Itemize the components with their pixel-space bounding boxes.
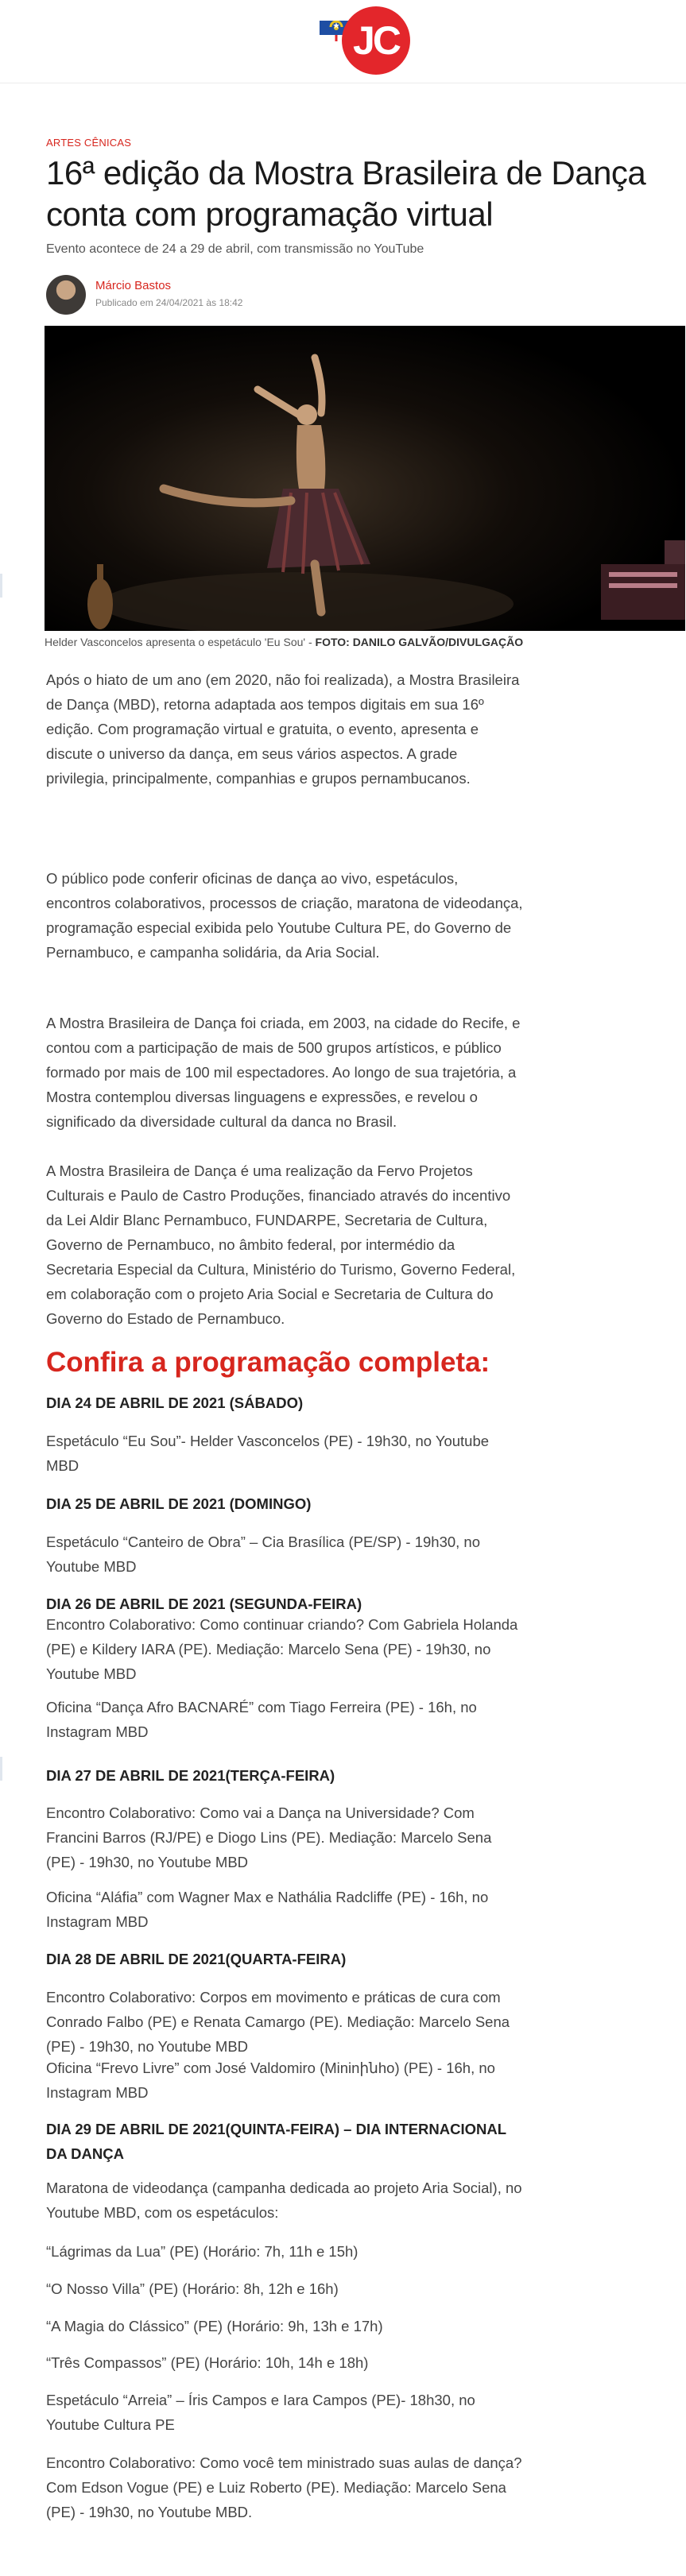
logo-mark: JC <box>342 6 410 75</box>
publish-date: Publicado em 24/04/2021 às 18:42 <box>95 297 243 308</box>
article-headline: 16ª edição da Mostra Brasileira de Dança conta com programação virtual <box>46 154 646 233</box>
program-heading: Confira a programação completa: <box>46 1347 490 1378</box>
day-heading: DIA 28 DE ABRIL DE 2021(QUARTA-FEIRA) <box>46 1951 347 1967</box>
scroll-marker <box>0 574 2 598</box>
paragraph: Após o hiato de um ano (em 2020, não foi realizada), a Mostra Brasileira de Dança (MBD), retorna adaptada aos tempos digitais em sua 16º edição. Com programação virtual e gratuita, o evento, apresenta e discute o universo da dança, em seus vários aspectos. A grade privilegia, principalmente, companhias e grupos pernambucanos. <box>46 671 520 787</box>
day-heading: DIA 29 DE ABRIL DE 2021(QUINTA-FEIRA) – DIA INTERNACIONAL DA DANÇA <box>46 2121 506 2162</box>
jc-logo[interactable] <box>318 3 415 79</box>
schedule-item: Encontro Colaborativo: Como você tem ministrado suas aulas de dança? Com Edson Vogue (PE) e Luiz Roberto (PE). Mediação: Marcelo Sena (PE) - 19h30, no Youtube MBD. <box>46 2454 522 2520</box>
day-heading: DIA 24 DE ABRIL DE 2021 (SÁBADO) <box>46 1394 304 1411</box>
article-photo <box>45 326 685 631</box>
schedule-item: Encontro Colaborativo: Corpos em movimento e práticas de cura com Conrado Falbo (PE) e Renata Camargo (PE). Mediação: Marcelo Sena (PE) - 19h30, no Youtube MBD <box>46 1989 510 2055</box>
photo-credit: FOTO: DANILO GALVÃO/DIVULGAÇÃO <box>315 636 524 648</box>
schedule-item: “O Nosso Villa” (PE) (Horário: 8h, 12h e 16h) <box>46 2280 339 2297</box>
schedule-item: “Três Compassos” (PE) (Horário: 10h, 14h e 18h) <box>46 2354 369 2371</box>
day-heading: DIA 27 DE ABRIL DE 2021(TERÇA-FEIRA) <box>46 1767 335 1784</box>
day-heading: DIA 26 DE ABRIL DE 2021 (SEGUNDA-FEIRA) <box>46 1595 362 1612</box>
schedule-item: Oficina “Dança Afro BACNARÉ” com Tiago Ferreira (PE) - 16h, no Instagram MBD <box>46 1699 477 1740</box>
caption-text: Helder Vasconcelos apresenta o espetáculo 'Eu Sou' - <box>45 636 316 648</box>
scroll-marker <box>0 1757 2 1781</box>
schedule-item: “Lágrimas da Lua” (PE) (Horário: 7h, 11h e 15h) <box>46 2243 359 2260</box>
schedule-item: Maratona de videodança (campanha dedicada ao projeto Aria Social), no Youtube MBD, com os espetáculos: <box>46 2180 522 2221</box>
category-label[interactable]: ARTES CÊNICAS <box>46 137 132 149</box>
schedule-item: Oficina “Frevo Livre” com José Valdomiro (Mininինho) (PE) - 16h, no Instagram MBD <box>46 2060 495 2101</box>
schedule-item: “A Magia do Clássico” (PE) (Horário: 9h, 13h e 17h) <box>46 2318 383 2334</box>
author-block <box>46 275 364 315</box>
paragraph: O público pode conferir oficinas de dança ao vivo, espetáculos, encontros colaborativos, processos de criação, maratona de videodança, programação especial exibida pelo Youtube Cultura PE, do Governo de Pernambuco, e campanha solidária, da Aria Social. <box>46 870 523 961</box>
site-header <box>0 0 686 83</box>
author-avatar[interactable] <box>46 275 86 315</box>
schedule-item: Oficina “Aláfia” com Wagner Max e Nathália Radcliffe (PE) - 16h, no Instagram MBD <box>46 1889 489 1930</box>
paragraph: A Mostra Brasileira de Dança foi criada, em 2003, na cidade do Recife, e contou com a participação de mais de 500 grupos artísticos, e público formado por mais de 100 mil espectadores. Ao longo de sua trajetória, a Mostra contemplou diversas linguagens e expressões, e revelou o significado da diversidade cultural da danca no Brasil. <box>46 1015 521 1130</box>
schedule-item: Espetáculo “Eu Sou”- Helder Vasconcelos (PE) - 19h30, no Youtube MBD <box>46 1433 490 1474</box>
schedule-item: Encontro Colaborativo: Como vai a Dança na Universidade? Com Francini Barros (RJ/PE) e Diogo Lins (PE). Mediação: Marcelo Sena (PE) - 19h30, no Youtube MBD <box>46 1804 492 1870</box>
paragraph: A Mostra Brasileira de Dança é uma realização da Fervo Projetos Culturais e Paulo de Castro Produções, financiado através do incentivo da Lei Aldir Blanc Pernambuco, FUNDARPE, Secretaria de Cultura, Governo de Pernambuco, no âmbito federal, por intermédio da Secretaria Especial da Cultura, Ministério do Turismo, Governo Federal, em colaboração com o projeto Aria Social e Secretaria de Cultura do Governo do Estado de Pernambuco. <box>46 1162 516 1327</box>
day-heading: DIA 25 DE ABRIL DE 2021 (DOMINGO) <box>46 1495 312 1512</box>
schedule-item: Espetáculo “Arreia” – Íris Campos e Iara Campos (PE)- 18h30, no Youtube Cultura PE <box>46 2392 475 2433</box>
schedule-item: Espetáculo “Canteiro de Obra” – Cia Brasílica (PE/SP) - 19h30, no Youtube MBD <box>46 1534 481 1575</box>
photo-caption <box>45 636 685 648</box>
schedule-item: Encontro Colaborativo: Como continuar criando? Com Gabriela Holanda (PE) e Kildery IARA (PE). Mediação: Marcelo Sena (PE) - 19h30, no Youtube MBD <box>46 1616 518 1682</box>
article-subtitle: Evento acontece de 24 a 29 de abril, com transmissão no YouTube <box>46 242 424 256</box>
author-name[interactable]: Márcio Bastos <box>95 279 172 292</box>
